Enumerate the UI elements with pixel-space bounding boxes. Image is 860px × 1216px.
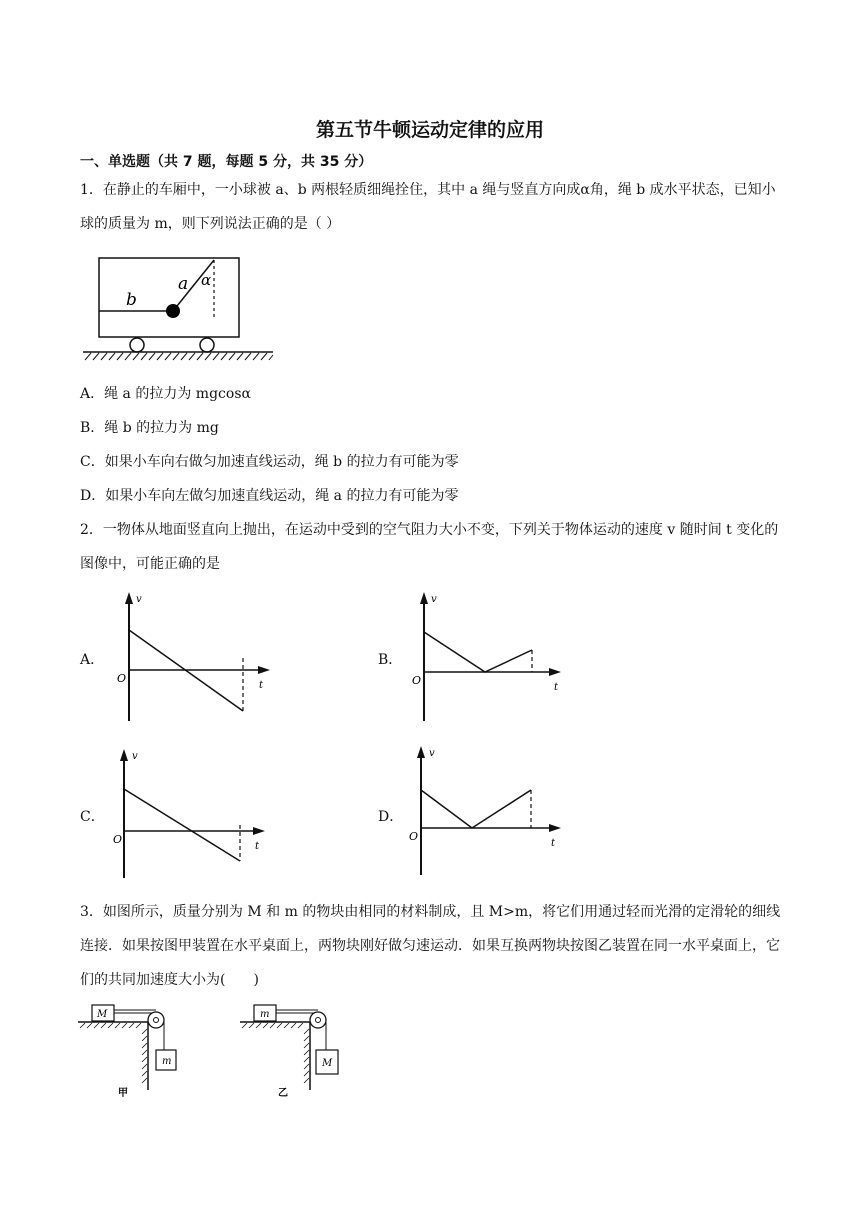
svg-text:m: m [162, 1056, 172, 1067]
q1-option-b: B．绳 b 的拉力为 mg [80, 420, 219, 436]
svg-text:t: t [554, 682, 559, 693]
vt-graph-a [110, 588, 280, 723]
pulley [148, 1012, 164, 1028]
svg-text:O: O [412, 674, 422, 687]
question-1-text: 1．在静止的车厢中，一小球被 a、b 两根轻质细绳拴住，其中 a 绳与竖直方向成α角，绳 b 成水平状态，已知小球的质量为 m，则下列说法正确的是（ ） [80, 182, 776, 232]
label-a: a [178, 274, 189, 294]
svg-text:t: t [551, 838, 556, 849]
svg-text:O: O [117, 672, 127, 685]
svg-text:M: M [97, 1009, 108, 1020]
car-body [99, 258, 239, 337]
caption-yi: 乙 [278, 1088, 288, 1099]
svg-text:t: t [259, 680, 264, 691]
svg-text:v: v [132, 751, 138, 762]
vt-graph-b [405, 588, 575, 723]
pulley-figure-jia [78, 1000, 203, 1100]
label-alpha: α [201, 271, 212, 289]
q1-option-a: A．绳 a 的拉力为 mgcosα [80, 386, 251, 402]
q2-option-a-label: A． [80, 652, 105, 668]
car-pendulum-figure [80, 252, 280, 364]
pulley [310, 1012, 326, 1028]
question-3-text: 3．如图所示，质量分别为 M 和 m 的物块由相同的材料制成，且 M>m，将它们用通过轻而光滑的定滑轮的细线连接．如果按图甲装置在水平桌面上，两物块刚好做匀速运动．如果互换两物块按图乙装置在同一水平桌面上，它们的共同加速度大小为( ) [80, 904, 781, 988]
svg-text:v: v [136, 594, 142, 605]
svg-text:O: O [113, 833, 123, 846]
q1-option-d: D．如果小车向左做匀加速直线运动，绳 a 的拉力有可能为零 [80, 488, 459, 504]
page-title: 第五节牛顿运动定律的应用 [315, 119, 544, 141]
q2-option-b-label: B． [378, 652, 403, 668]
q2-option-c-label: C． [80, 809, 105, 825]
vt-graph-c [110, 745, 280, 880]
svg-text:v: v [429, 748, 435, 759]
svg-text:t: t [255, 841, 260, 852]
pulley-figure-yi [240, 1000, 365, 1100]
svg-text:m: m [260, 1009, 270, 1020]
svg-text:v: v [431, 594, 437, 605]
wheel-left [130, 338, 144, 352]
question-2-text: 2．一物体从地面竖直向上抛出，在运动中受到的空气阻力大小不变，下列关于物体运动的速度 v 随时间 t 变化的图像中，可能正确的是 [80, 522, 779, 572]
section-heading: 一、单选题（共 7 题，每题 5 分，共 35 分） [80, 154, 373, 170]
svg-text:O: O [409, 830, 419, 843]
wheel-right [200, 338, 214, 352]
q2-option-d-label: D． [378, 809, 404, 825]
label-b: b [126, 290, 137, 310]
caption-jia: 甲 [118, 1088, 128, 1099]
svg-text:M: M [322, 1058, 333, 1069]
ball [166, 304, 180, 318]
vt-graph-d [405, 742, 575, 877]
q1-option-c: C．如果小车向右做匀加速直线运动，绳 b 的拉力有可能为零 [80, 454, 459, 470]
ground-hatching [85, 353, 273, 360]
